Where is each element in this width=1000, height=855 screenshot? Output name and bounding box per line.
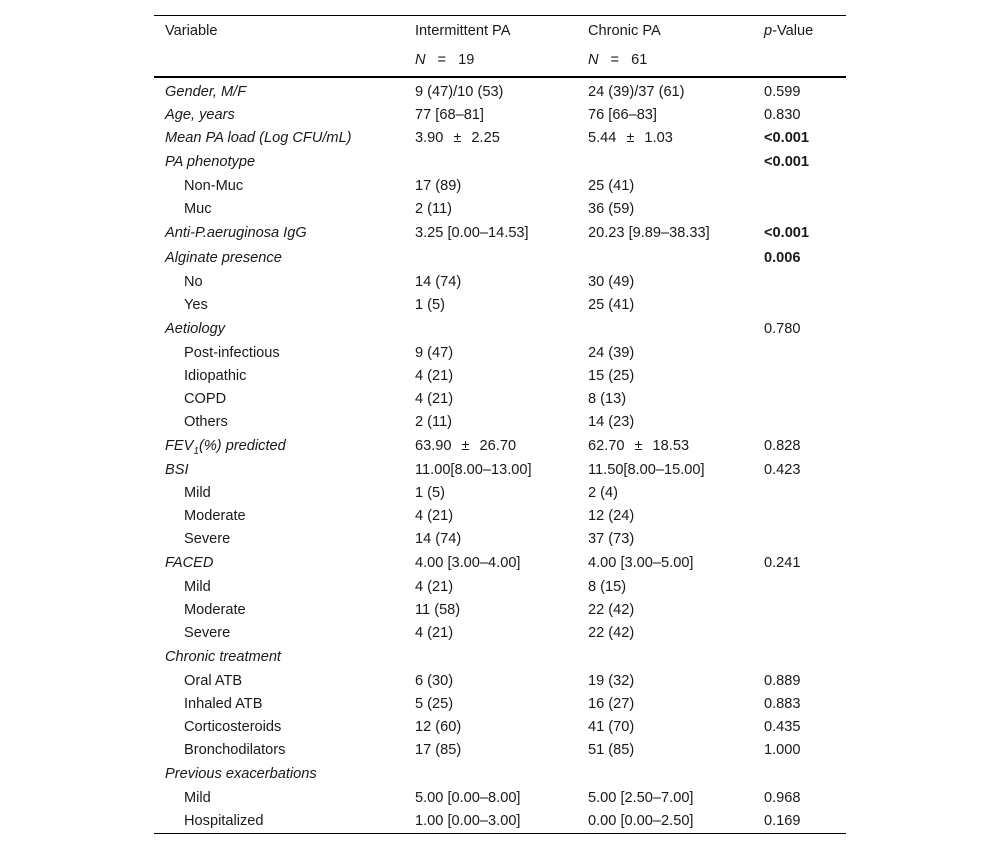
cell-chronic: 24 (39)/37 (61) bbox=[588, 83, 685, 100]
cell-chronic: 20.23 [9.89–38.33] bbox=[588, 224, 710, 241]
cell-pvalue: 0.169 bbox=[753, 810, 846, 834]
row-label: Chronic treatment bbox=[165, 648, 281, 665]
cell-pvalue: 0.780 bbox=[764, 320, 801, 337]
table-row-corticosteroids bbox=[154, 716, 846, 739]
cell-pvalue: 0.435 bbox=[764, 718, 801, 735]
row-label: BSI bbox=[165, 461, 189, 478]
row-label: Mean PA load (Log CFU/mL) bbox=[165, 129, 352, 146]
row-label: Inhaled ATB bbox=[184, 695, 263, 712]
row-label: PA phenotype bbox=[165, 153, 256, 170]
row-label: Muc bbox=[184, 200, 212, 217]
cell-intermittent: 4 (21) bbox=[415, 578, 454, 595]
cell-intermittent: 4 (21) bbox=[415, 390, 454, 407]
row-label: COPD bbox=[184, 390, 227, 407]
table-row-faced-moderate bbox=[154, 599, 846, 622]
table-row-bronchodilators bbox=[154, 739, 846, 762]
cell-intermittent: 1.00 [0.00–3.00] bbox=[404, 810, 577, 834]
table-row-oral-atb bbox=[154, 670, 846, 693]
table-row-nonmuc bbox=[154, 175, 846, 198]
cell-pvalue: <0.001 bbox=[764, 224, 810, 241]
cell-intermittent: 5 (25) bbox=[415, 695, 454, 712]
pvalue-suffix: -Value bbox=[772, 23, 814, 39]
row-label: Mild bbox=[184, 484, 211, 501]
row-label: Hospitalized bbox=[154, 810, 404, 834]
table-row-alginate bbox=[154, 246, 846, 271]
cell-pvalue: <0.001 bbox=[764, 129, 810, 146]
row-label: Post-infectious bbox=[184, 344, 280, 361]
row-label: Severe bbox=[184, 530, 231, 547]
cell-intermittent: 63.90 ± 26.70 bbox=[415, 437, 517, 454]
table-row-aetiology bbox=[154, 317, 846, 342]
row-label: Oral ATB bbox=[184, 672, 243, 689]
cell-intermittent: 2 (11) bbox=[415, 200, 453, 217]
col-header-variable: Variable bbox=[154, 16, 404, 46]
row-label: Aetiology bbox=[165, 320, 226, 337]
cell-pvalue: 0.828 bbox=[764, 437, 801, 454]
col-header-chronic: Chronic PA bbox=[577, 16, 753, 46]
cell-pvalue: 0.241 bbox=[764, 554, 801, 571]
cell-intermittent: 11.00[8.00–13.00] bbox=[415, 461, 532, 478]
results-table bbox=[154, 15, 846, 834]
results-table-container bbox=[154, 15, 846, 834]
cell-intermittent: 4 (21) bbox=[415, 507, 454, 524]
row-label: Others bbox=[184, 413, 228, 430]
cell-pvalue: <0.001 bbox=[764, 153, 810, 170]
cell-chronic: 19 (32) bbox=[588, 672, 635, 689]
cell-intermittent: 1 (5) bbox=[415, 296, 446, 313]
table-row-chronic-treatment bbox=[154, 645, 846, 670]
cell-intermittent: 14 (74) bbox=[415, 530, 462, 547]
table-row-inhaled-atb bbox=[154, 693, 846, 716]
row-label: Moderate bbox=[184, 507, 246, 524]
cell-intermittent: 1 (5) bbox=[415, 484, 446, 501]
table-row-alg-no bbox=[154, 271, 846, 294]
row-label: Anti-P.aeruginosa IgG bbox=[165, 224, 307, 241]
table-row-others bbox=[154, 411, 846, 434]
table-row-fev1 bbox=[154, 434, 846, 459]
cell-pvalue: 0.006 bbox=[764, 249, 801, 266]
row-label: Previous exacerbations bbox=[165, 765, 317, 782]
table-row-postinf bbox=[154, 342, 846, 365]
table-row-bsi-severe bbox=[154, 528, 846, 551]
cell-intermittent: 12 (60) bbox=[415, 718, 462, 735]
cell-pvalue: 0.883 bbox=[764, 695, 801, 712]
table-row-bsi-moderate bbox=[154, 505, 846, 528]
cell-intermittent: 77 [68–81] bbox=[415, 106, 484, 123]
table-row-bsi-mild bbox=[154, 482, 846, 505]
row-label: Mild bbox=[184, 789, 211, 806]
cell-intermittent: 9 (47) bbox=[415, 344, 454, 361]
row-label: Gender, M/F bbox=[165, 83, 247, 100]
cell-intermittent: 9 (47)/10 (53) bbox=[415, 83, 504, 100]
cell-chronic: 25 (41) bbox=[588, 177, 635, 194]
row-label: Corticosteroids bbox=[184, 718, 282, 735]
cell-chronic: 76 [66–83] bbox=[588, 106, 657, 123]
cell-chronic: 8 (13) bbox=[588, 390, 627, 407]
cell-chronic: 37 (73) bbox=[588, 530, 635, 547]
row-label: Moderate bbox=[184, 601, 246, 618]
cell-chronic: 14 (23) bbox=[588, 413, 635, 430]
cell-pvalue: 1.000 bbox=[764, 741, 801, 758]
cell-chronic: 41 (70) bbox=[588, 718, 635, 735]
n-row bbox=[154, 46, 846, 77]
cell-chronic: 12 (24) bbox=[588, 507, 635, 524]
row-label: FACED bbox=[165, 554, 214, 571]
table-row-bsi bbox=[154, 459, 846, 482]
cell-intermittent: 17 (85) bbox=[415, 741, 462, 758]
cell-intermittent: 14 (74) bbox=[415, 273, 462, 290]
table-row-faced-severe bbox=[154, 622, 846, 645]
n-chronic: N = 61 bbox=[577, 46, 753, 77]
cell-chronic: 5.00 [2.50–7.00] bbox=[588, 789, 694, 806]
table-row-exac-mild bbox=[154, 787, 846, 810]
cell-intermittent: 4 (21) bbox=[415, 367, 454, 384]
cell-chronic: 62.70 ± 18.53 bbox=[588, 437, 690, 454]
cell-chronic: 30 (49) bbox=[588, 273, 635, 290]
table-row-copd bbox=[154, 388, 846, 411]
pvalue-p: p bbox=[764, 23, 773, 39]
table-row-gender bbox=[154, 77, 846, 104]
cell-intermittent: 4 (21) bbox=[415, 624, 454, 641]
cell-chronic: 5.44 ± 1.03 bbox=[588, 129, 673, 146]
cell-intermittent: 4.00 [3.00–4.00] bbox=[415, 554, 521, 571]
row-label: No bbox=[184, 273, 203, 290]
cell-intermittent: 2 (11) bbox=[415, 413, 453, 430]
row-label: $FEV_1(\%)$ predicted bbox=[165, 437, 286, 457]
row-label: Idiopathic bbox=[184, 367, 247, 384]
table-row-idiopathic bbox=[154, 365, 846, 388]
table-row-muc bbox=[154, 198, 846, 221]
table-row-exac-hospitalized bbox=[154, 810, 846, 834]
cell-intermittent: 5.00 [0.00–8.00] bbox=[415, 789, 521, 806]
table-row-alg-yes bbox=[154, 294, 846, 317]
cell-chronic: 16 (27) bbox=[588, 695, 635, 712]
table-row-faced-mild bbox=[154, 576, 846, 599]
cell-intermittent: 6 (30) bbox=[415, 672, 454, 689]
row-label: Yes bbox=[184, 296, 208, 313]
col-header-intermittent: Intermittent PA bbox=[404, 16, 577, 46]
table-row-previous-exacerbations bbox=[154, 762, 846, 787]
cell-chronic: 22 (42) bbox=[588, 624, 635, 641]
table-row-pa-load bbox=[154, 127, 846, 150]
cell-chronic: 4.00 [3.00–5.00] bbox=[588, 554, 694, 571]
cell-chronic: 51 (85) bbox=[588, 741, 635, 758]
table-row-phenotype bbox=[154, 150, 846, 175]
table-row-age bbox=[154, 104, 846, 127]
cell-intermittent: 11 (58) bbox=[415, 601, 461, 618]
cell-pvalue: 0.968 bbox=[764, 789, 801, 806]
cell-chronic: 0.00 [0.00–2.50] bbox=[577, 810, 753, 834]
cell-pvalue: 0.423 bbox=[764, 461, 801, 478]
cell-chronic: 11.50[8.00–15.00] bbox=[588, 461, 705, 478]
row-label: Age, years bbox=[165, 106, 235, 123]
cell-intermittent: 3.25 [0.00–14.53] bbox=[415, 224, 529, 241]
cell-chronic: 36 (59) bbox=[588, 200, 635, 217]
row-label: Bronchodilators bbox=[184, 741, 286, 758]
cell-intermittent: 17 (89) bbox=[415, 177, 462, 194]
row-label: Severe bbox=[184, 624, 231, 641]
cell-chronic: 24 (39) bbox=[588, 344, 635, 361]
cell-pvalue: 0.889 bbox=[764, 672, 801, 689]
cell-chronic: 8 (15) bbox=[588, 578, 627, 595]
cell-chronic: 25 (41) bbox=[588, 296, 635, 313]
cell-pvalue: 0.599 bbox=[764, 83, 801, 100]
col-header-pvalue bbox=[753, 16, 846, 46]
cell-chronic: 2 (4) bbox=[588, 484, 619, 501]
row-label: Alginate presence bbox=[165, 249, 282, 266]
n-intermittent: N = 19 bbox=[404, 46, 577, 77]
row-label: Mild bbox=[184, 578, 211, 595]
table-row-igg bbox=[154, 221, 846, 246]
table-row-faced bbox=[154, 551, 846, 576]
cell-intermittent: 3.90 ± 2.25 bbox=[415, 129, 500, 146]
row-label: Non-Muc bbox=[184, 177, 244, 194]
header-row bbox=[154, 16, 846, 46]
cell-pvalue: 0.830 bbox=[764, 106, 801, 123]
cell-chronic: 22 (42) bbox=[588, 601, 635, 618]
cell-chronic: 15 (25) bbox=[588, 367, 635, 384]
